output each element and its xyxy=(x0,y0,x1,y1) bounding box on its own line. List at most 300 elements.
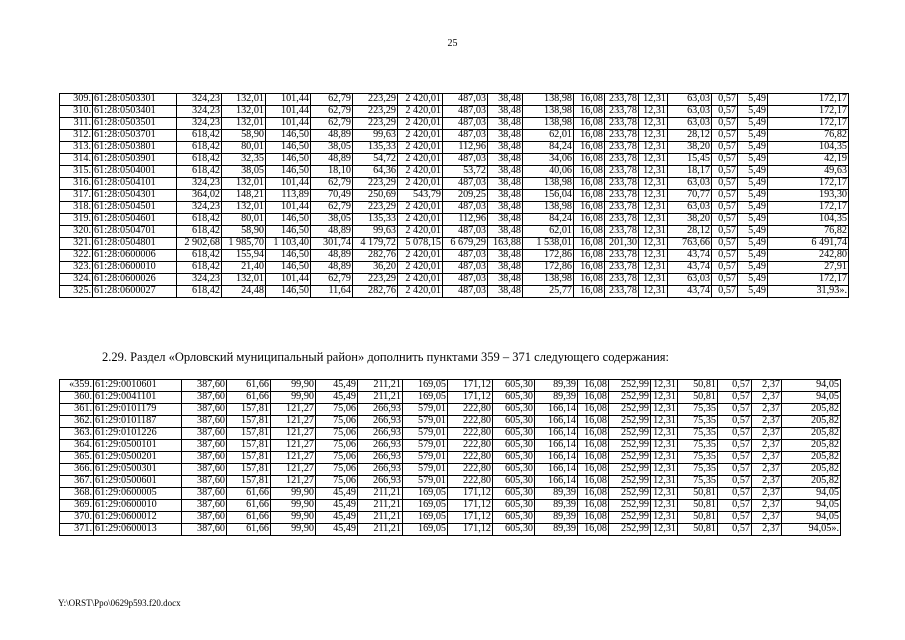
row-number-cell: «359. xyxy=(60,380,94,392)
value-cell: 0,57 xyxy=(718,428,752,440)
value-cell: 4 179,72 xyxy=(353,238,398,250)
value-cell: 166,14 xyxy=(535,404,578,416)
value-cell: 211,21 xyxy=(358,512,403,524)
row-number-cell: 368. xyxy=(60,488,94,500)
value-cell: 211,21 xyxy=(358,392,403,404)
value-cell: 50,81 xyxy=(678,488,718,500)
value-cell: 5,49 xyxy=(738,226,768,238)
value-cell: 605,30 xyxy=(493,476,535,488)
value-cell: 12,31 xyxy=(651,416,678,428)
value-cell: 0,57 xyxy=(712,226,738,238)
value-cell: 112,96 xyxy=(443,142,488,154)
table-row xyxy=(60,154,849,166)
value-cell: 2,37 xyxy=(752,512,782,524)
value-cell: 54,72 xyxy=(353,154,398,166)
table-row xyxy=(60,226,849,238)
value-cell: 89,39 xyxy=(535,488,578,500)
value-cell: 146,50 xyxy=(266,214,311,226)
cadastral-code-cell: 61:28:0503301 xyxy=(93,94,177,106)
value-cell: 75,06 xyxy=(316,464,358,476)
value-cell: 16,08 xyxy=(574,202,605,214)
value-cell: 252,99 xyxy=(609,512,651,524)
table-row xyxy=(60,106,849,118)
value-cell: 121,27 xyxy=(271,452,316,464)
row-number-cell: 316. xyxy=(60,178,93,190)
value-cell: 75,06 xyxy=(316,428,358,440)
value-cell: 605,30 xyxy=(493,440,535,452)
value-cell: 101,44 xyxy=(266,106,311,118)
value-cell: 579,01 xyxy=(403,476,448,488)
value-cell: 0,57 xyxy=(712,202,738,214)
value-cell: 0,57 xyxy=(712,286,738,298)
row-number-cell: 325. xyxy=(60,286,93,298)
row-number-cell: 367. xyxy=(60,476,94,488)
cadastral-code-cell: 61:28:0600006 xyxy=(93,250,177,262)
value-cell: 48,89 xyxy=(311,262,353,274)
value-cell: 138,98 xyxy=(523,274,574,286)
row-number-cell: 369. xyxy=(60,500,94,512)
table-row xyxy=(60,286,849,298)
value-cell: 45,49 xyxy=(316,392,358,404)
value-cell: 169,05 xyxy=(403,500,448,512)
table-row xyxy=(60,476,841,488)
cadastral-code-cell: 61:29:0500301 xyxy=(94,464,182,476)
value-cell: 166,14 xyxy=(535,428,578,440)
value-cell: 38,48 xyxy=(488,190,523,202)
value-cell: 169,05 xyxy=(403,380,448,392)
value-cell: 16,08 xyxy=(574,94,605,106)
value-cell: 282,76 xyxy=(353,250,398,262)
table-row xyxy=(60,440,841,452)
value-cell: 233,78 xyxy=(605,118,639,130)
value-cell: 618,42 xyxy=(177,214,222,226)
value-cell: 266,93 xyxy=(358,464,403,476)
value-cell: 38,48 xyxy=(488,226,523,238)
footer-file-path: Y:\ORST\Ppo\0629p593.f20.docx xyxy=(58,598,181,608)
value-cell: 6 491,74 xyxy=(768,238,849,250)
value-cell: 605,30 xyxy=(493,488,535,500)
table-row xyxy=(60,202,849,214)
value-cell: 76,82 xyxy=(768,130,849,142)
value-cell: 605,30 xyxy=(493,428,535,440)
value-cell: 16,08 xyxy=(578,452,609,464)
value-cell: 38,48 xyxy=(488,130,523,142)
cadastral-code-cell: 61:28:0504101 xyxy=(93,178,177,190)
value-cell: 49,63 xyxy=(768,166,849,178)
value-cell: 252,99 xyxy=(609,404,651,416)
table-row xyxy=(60,94,849,106)
value-cell: 364,02 xyxy=(177,190,222,202)
value-cell: 252,99 xyxy=(609,452,651,464)
value-cell: 172,17 xyxy=(768,274,849,286)
value-cell: 121,27 xyxy=(271,428,316,440)
value-cell: 63,03 xyxy=(668,118,712,130)
value-cell: 99,90 xyxy=(271,512,316,524)
value-cell: 94,05 xyxy=(782,392,841,404)
value-cell: 387,60 xyxy=(182,440,227,452)
value-cell: 0,57 xyxy=(718,512,752,524)
table-row xyxy=(60,392,841,404)
value-cell: 63,03 xyxy=(668,178,712,190)
value-cell: 38,20 xyxy=(668,142,712,154)
value-cell: 211,21 xyxy=(358,380,403,392)
value-cell: 138,98 xyxy=(523,118,574,130)
value-cell: 223,29 xyxy=(353,94,398,106)
table-row xyxy=(60,118,849,130)
cadastral-code-cell: 61:28:0504301 xyxy=(93,190,177,202)
table-row xyxy=(60,524,841,536)
value-cell: 16,08 xyxy=(574,226,605,238)
value-cell: 18,10 xyxy=(311,166,353,178)
value-cell: 172,86 xyxy=(523,250,574,262)
value-cell: 31,93». xyxy=(768,286,849,298)
table-row xyxy=(60,190,849,202)
value-cell: 266,93 xyxy=(358,404,403,416)
cadastral-code-cell: 61:28:0600010 xyxy=(93,262,177,274)
value-cell: 75,35 xyxy=(678,476,718,488)
value-cell: 12,31 xyxy=(651,452,678,464)
table-row xyxy=(60,416,841,428)
value-cell: 205,82 xyxy=(782,416,841,428)
value-cell: 45,49 xyxy=(316,500,358,512)
value-cell: 12,31 xyxy=(639,118,668,130)
value-cell: 2 420,01 xyxy=(398,202,443,214)
value-cell: 252,99 xyxy=(609,428,651,440)
value-cell: 222,80 xyxy=(448,404,493,416)
value-cell: 61,66 xyxy=(227,392,271,404)
cadastral-code-cell: 61:28:0600027 xyxy=(93,286,177,298)
value-cell: 324,23 xyxy=(177,202,222,214)
value-cell: 0,57 xyxy=(718,476,752,488)
value-cell: 16,08 xyxy=(574,106,605,118)
value-cell: 38,48 xyxy=(488,202,523,214)
row-number-cell: 322. xyxy=(60,250,93,262)
cadastral-code-cell: 61:29:0010601 xyxy=(94,380,182,392)
value-cell: 62,01 xyxy=(523,226,574,238)
value-cell: 75,35 xyxy=(678,416,718,428)
value-cell: 12,31 xyxy=(651,524,678,536)
value-cell: 12,31 xyxy=(651,440,678,452)
value-cell: 38,48 xyxy=(488,262,523,274)
row-number-cell: 324. xyxy=(60,274,93,286)
value-cell: 201,30 xyxy=(605,238,639,250)
value-cell: 211,21 xyxy=(358,524,403,536)
value-cell: 605,30 xyxy=(493,452,535,464)
row-number-cell: 314. xyxy=(60,154,93,166)
value-cell: 84,24 xyxy=(523,142,574,154)
value-cell: 16,08 xyxy=(578,380,609,392)
value-cell: 266,93 xyxy=(358,416,403,428)
value-cell: 121,27 xyxy=(271,404,316,416)
value-cell: 0,57 xyxy=(712,262,738,274)
value-cell: 132,01 xyxy=(222,178,266,190)
value-cell: 101,44 xyxy=(266,94,311,106)
value-cell: 250,69 xyxy=(353,190,398,202)
value-cell: 94,05 xyxy=(782,500,841,512)
value-cell: 138,98 xyxy=(523,94,574,106)
value-cell: 5,49 xyxy=(738,262,768,274)
value-cell: 487,03 xyxy=(443,250,488,262)
value-cell: 618,42 xyxy=(177,226,222,238)
page-number: 25 xyxy=(447,38,458,49)
cadastral-code-cell: 61:29:0500201 xyxy=(94,452,182,464)
value-cell: 252,99 xyxy=(609,392,651,404)
value-cell: 387,60 xyxy=(182,500,227,512)
value-cell: 487,03 xyxy=(443,274,488,286)
value-cell: 2 420,01 xyxy=(398,262,443,274)
table-row xyxy=(60,500,841,512)
value-cell: 132,01 xyxy=(222,118,266,130)
value-cell: 0,57 xyxy=(712,118,738,130)
value-cell: 12,31 xyxy=(651,428,678,440)
value-cell: 222,80 xyxy=(448,428,493,440)
value-cell: 387,60 xyxy=(182,416,227,428)
table-row xyxy=(60,428,841,440)
value-cell: 50,81 xyxy=(678,512,718,524)
value-cell: 43,74 xyxy=(668,286,712,298)
value-cell: 27,91 xyxy=(768,262,849,274)
value-cell: 138,98 xyxy=(523,106,574,118)
value-cell: 12,31 xyxy=(639,154,668,166)
value-cell: 0,57 xyxy=(712,214,738,226)
value-cell: 301,74 xyxy=(311,238,353,250)
value-cell: 605,30 xyxy=(493,512,535,524)
value-cell: 605,30 xyxy=(493,524,535,536)
value-cell: 2 420,01 xyxy=(398,226,443,238)
value-cell: 0,57 xyxy=(718,500,752,512)
value-cell: 94,05 xyxy=(782,380,841,392)
value-cell: 75,35 xyxy=(678,404,718,416)
value-cell: 16,08 xyxy=(578,392,609,404)
value-cell: 16,08 xyxy=(578,512,609,524)
value-cell: 146,50 xyxy=(266,130,311,142)
value-cell: 2,37 xyxy=(752,392,782,404)
value-cell: 0,57 xyxy=(712,178,738,190)
value-cell: 169,05 xyxy=(403,392,448,404)
value-cell: 12,31 xyxy=(651,392,678,404)
value-cell: 233,78 xyxy=(605,226,639,238)
value-cell: 2 420,01 xyxy=(398,274,443,286)
value-cell: 0,57 xyxy=(712,166,738,178)
value-cell: 138,98 xyxy=(523,178,574,190)
value-cell: 1 103,40 xyxy=(266,238,311,250)
value-cell: 16,08 xyxy=(578,416,609,428)
value-cell: 223,29 xyxy=(353,274,398,286)
row-number-cell: 311. xyxy=(60,118,93,130)
row-number-cell: 364. xyxy=(60,440,94,452)
value-cell: 579,01 xyxy=(403,404,448,416)
value-cell: 252,99 xyxy=(609,524,651,536)
value-cell: 169,05 xyxy=(403,524,448,536)
value-cell: 135,33 xyxy=(353,142,398,154)
value-cell: 6 679,29 xyxy=(443,238,488,250)
value-cell: 282,76 xyxy=(353,286,398,298)
value-cell: 101,44 xyxy=(266,202,311,214)
value-cell: 579,01 xyxy=(403,464,448,476)
value-cell: 16,08 xyxy=(574,130,605,142)
row-number-cell: 323. xyxy=(60,262,93,274)
value-cell: 99,90 xyxy=(271,380,316,392)
value-cell: 205,82 xyxy=(782,452,841,464)
table-row xyxy=(60,452,841,464)
value-cell: 0,57 xyxy=(712,106,738,118)
table-row xyxy=(60,262,849,274)
value-cell: 38,48 xyxy=(488,250,523,262)
value-cell: 63,03 xyxy=(668,202,712,214)
value-cell: 62,79 xyxy=(311,106,353,118)
value-cell: 2,37 xyxy=(752,476,782,488)
value-cell: 12,31 xyxy=(639,142,668,154)
value-cell: 62,79 xyxy=(311,274,353,286)
cadastral-code-cell: 61:29:0101179 xyxy=(94,404,182,416)
value-cell: 16,08 xyxy=(574,286,605,298)
value-cell: 16,08 xyxy=(574,166,605,178)
value-cell: 618,42 xyxy=(177,262,222,274)
table-row xyxy=(60,404,841,416)
value-cell: 132,01 xyxy=(222,202,266,214)
value-cell: 2,37 xyxy=(752,488,782,500)
value-cell: 2 420,01 xyxy=(398,118,443,130)
value-cell: 233,78 xyxy=(605,262,639,274)
value-cell: 62,79 xyxy=(311,118,353,130)
value-cell: 211,21 xyxy=(358,488,403,500)
value-cell: 38,48 xyxy=(488,286,523,298)
value-cell: 58,90 xyxy=(222,226,266,238)
value-cell: 5,49 xyxy=(738,274,768,286)
value-cell: 16,08 xyxy=(578,440,609,452)
value-cell: 156,04 xyxy=(523,190,574,202)
value-cell: 75,06 xyxy=(316,416,358,428)
value-cell: 5,49 xyxy=(738,154,768,166)
value-cell: 205,82 xyxy=(782,440,841,452)
value-cell: 94,05 xyxy=(782,512,841,524)
value-cell: 16,08 xyxy=(574,142,605,154)
value-cell: 101,44 xyxy=(266,274,311,286)
value-cell: 146,50 xyxy=(266,166,311,178)
value-cell: 38,05 xyxy=(311,214,353,226)
value-cell: 0,57 xyxy=(718,404,752,416)
value-cell: 62,79 xyxy=(311,94,353,106)
cadastral-code-cell: 61:29:0600012 xyxy=(94,512,182,524)
value-cell: 324,23 xyxy=(177,118,222,130)
value-cell: 76,82 xyxy=(768,226,849,238)
value-cell: 75,06 xyxy=(316,476,358,488)
table-row xyxy=(60,214,849,226)
table-row xyxy=(60,464,841,476)
value-cell: 64,36 xyxy=(353,166,398,178)
section-heading: 2.29. Раздел «Орловский муниципальный район» дополнить пунктами 359 – 371 следующего содержания: xyxy=(102,350,670,364)
value-cell: 12,31 xyxy=(639,178,668,190)
cadastral-code-cell: 61:28:0503901 xyxy=(93,154,177,166)
value-cell: 121,27 xyxy=(271,440,316,452)
cadastral-code-cell: 61:28:0600026 xyxy=(93,274,177,286)
value-cell: 5,49 xyxy=(738,202,768,214)
value-cell: 387,60 xyxy=(182,488,227,500)
cadastral-table-top xyxy=(59,93,849,298)
value-cell: 387,60 xyxy=(182,476,227,488)
value-cell: 15,45 xyxy=(668,154,712,166)
value-cell: 121,27 xyxy=(271,476,316,488)
value-cell: 266,93 xyxy=(358,428,403,440)
value-cell: 157,81 xyxy=(227,464,271,476)
value-cell: 223,29 xyxy=(353,118,398,130)
value-cell: 0,57 xyxy=(718,452,752,464)
value-cell: 45,49 xyxy=(316,488,358,500)
value-cell: 38,48 xyxy=(488,166,523,178)
value-cell: 45,49 xyxy=(316,524,358,536)
value-cell: 12,31 xyxy=(639,286,668,298)
cadastral-code-cell: 61:29:0500601 xyxy=(94,476,182,488)
value-cell: 53,72 xyxy=(443,166,488,178)
cadastral-code-cell: 61:28:0503401 xyxy=(93,106,177,118)
value-cell: 0,57 xyxy=(712,250,738,262)
value-cell: 579,01 xyxy=(403,416,448,428)
value-cell: 252,99 xyxy=(609,416,651,428)
value-cell: 172,17 xyxy=(768,178,849,190)
value-cell: 75,35 xyxy=(678,440,718,452)
value-cell: 0,57 xyxy=(712,154,738,166)
value-cell: 61,66 xyxy=(227,512,271,524)
value-cell: 12,31 xyxy=(651,488,678,500)
cadastral-code-cell: 61:28:0504601 xyxy=(93,214,177,226)
value-cell: 48,89 xyxy=(311,130,353,142)
value-cell: 12,31 xyxy=(651,512,678,524)
value-cell: 163,88 xyxy=(488,238,523,250)
value-cell: 172,17 xyxy=(768,202,849,214)
value-cell: 222,80 xyxy=(448,464,493,476)
value-cell: 618,42 xyxy=(177,286,222,298)
value-cell: 605,30 xyxy=(493,500,535,512)
value-cell: 0,57 xyxy=(718,392,752,404)
table-top-body xyxy=(60,94,849,298)
value-cell: 2,37 xyxy=(752,500,782,512)
value-cell: 618,42 xyxy=(177,154,222,166)
value-cell: 38,48 xyxy=(488,106,523,118)
row-number-cell: 363. xyxy=(60,428,94,440)
value-cell: 21,40 xyxy=(222,262,266,274)
value-cell: 618,42 xyxy=(177,250,222,262)
cadastral-code-cell: 61:29:0041101 xyxy=(94,392,182,404)
value-cell: 5,49 xyxy=(738,166,768,178)
value-cell: 12,31 xyxy=(639,214,668,226)
value-cell: 5,49 xyxy=(738,250,768,262)
value-cell: 146,50 xyxy=(266,154,311,166)
value-cell: 222,80 xyxy=(448,440,493,452)
value-cell: 2 420,01 xyxy=(398,154,443,166)
value-cell: 205,82 xyxy=(782,404,841,416)
value-cell: 16,08 xyxy=(578,500,609,512)
value-cell: 62,79 xyxy=(311,202,353,214)
row-number-cell: 318. xyxy=(60,202,93,214)
value-cell: 233,78 xyxy=(605,190,639,202)
value-cell: 12,31 xyxy=(639,202,668,214)
value-cell: 89,39 xyxy=(535,524,578,536)
value-cell: 58,90 xyxy=(222,130,266,142)
value-cell: 324,23 xyxy=(177,94,222,106)
value-cell: 48,89 xyxy=(311,226,353,238)
value-cell: 43,74 xyxy=(668,262,712,274)
value-cell: 5,49 xyxy=(738,238,768,250)
value-cell: 2 420,01 xyxy=(398,286,443,298)
value-cell: 0,57 xyxy=(712,274,738,286)
value-cell: 12,31 xyxy=(651,476,678,488)
value-cell: 605,30 xyxy=(493,464,535,476)
value-cell: 5,49 xyxy=(738,286,768,298)
value-cell: 2,37 xyxy=(752,380,782,392)
value-cell: 113,89 xyxy=(266,190,311,202)
value-cell: 62,79 xyxy=(311,178,353,190)
value-cell: 0,57 xyxy=(718,524,752,536)
